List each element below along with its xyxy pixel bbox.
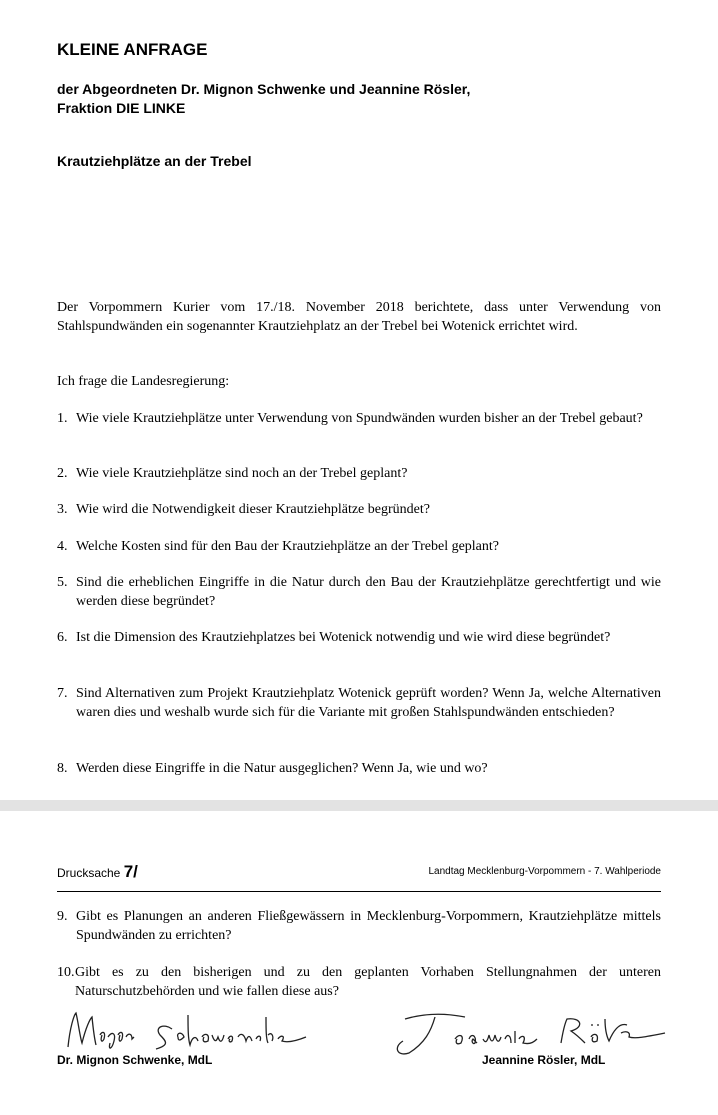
drucksache-label <box>57 862 138 882</box>
question-text: Wie wird die Notwendigkeit dieser Krautziehplätze begründet? <box>76 502 430 517</box>
question-number: 7. <box>57 686 68 701</box>
question-number: 5. <box>57 575 68 590</box>
signatory-name: Jeannine Rösler, MdL <box>482 1053 606 1067</box>
question-text: Wie viele Krautziehplätze sind noch an der Trebel geplant? <box>76 466 408 481</box>
question-text: Gibt es zu den bisherigen und zu den geplanten Vorhaben Stellungnahmen der unteren Naturschutzbehörden und wie fallen diese aus? <box>75 965 661 999</box>
question-item <box>57 500 661 519</box>
question-number: 6. <box>57 630 68 645</box>
question-item <box>57 628 661 647</box>
page-separator <box>0 800 718 811</box>
question-text: Sind die erheblichen Eingriffe in die Natur durch den Bau der Krautziehplätze gerechtfertigt und wie werden diese begründet? <box>76 575 661 609</box>
drucksache-text: Drucksache <box>57 866 121 880</box>
question-text: Welche Kosten sind für den Bau der Krautziehplätze an der Trebel geplant? <box>76 539 500 554</box>
document-title: KLEINE ANFRAGE <box>57 40 208 59</box>
question-number: 1. <box>57 411 68 426</box>
question-number: 4. <box>57 539 68 554</box>
question-text: Ist die Dimension des Krautziehplatzes bei Wotenick notwendig und wie wird diese begründet? <box>76 630 611 645</box>
question-item <box>57 409 661 428</box>
question-item <box>57 464 661 483</box>
question-text: Wie viele Krautziehplätze unter Verwendung von Spundwänden wurden bisher an der Trebel gebaut? <box>76 411 643 426</box>
question-number: 10. <box>57 965 75 980</box>
intro-paragraph: Der Vorpommern Kurier vom 17./18. November 2018 berichtete, dass unter Verwendung von Stahlspundwänden ein sogenannter Krautziehplatz an der Trebel bei Wotenick errichtet wird. <box>57 300 661 334</box>
signatory-name: Dr. Mignon Schwenke, MdL <box>57 1053 213 1067</box>
request-line: Ich frage die Landesregierung: <box>57 374 230 389</box>
drucksache-number: 7/ <box>123 862 138 881</box>
question-item <box>57 759 661 778</box>
question-item <box>57 907 661 945</box>
authors <box>57 80 470 118</box>
question-text: Sind Alternativen zum Projekt Krautziehplatz Wotenick geprüft worden? Wenn Ja, welche Alternativen waren dies und weshalb wurde sich für die Variante mit großen Stahlspundwänden entschieden? <box>76 686 661 720</box>
signature-schwenke <box>60 1007 320 1057</box>
authors-line-2: Fraktion DIE LINKE <box>57 100 186 116</box>
question-item <box>57 573 661 611</box>
landtag-label: Landtag Mecklenburg-Vorpommern - 7. Wahlperiode <box>428 866 661 877</box>
question-item <box>57 537 661 556</box>
subject-heading: Krautziehplätze an der Trebel <box>57 153 252 169</box>
question-item <box>57 684 661 722</box>
question-number: 8. <box>57 761 68 776</box>
document-page-2 <box>0 811 718 1115</box>
question-text: Werden diese Eingriffe in die Natur ausgeglichen? Wenn Ja, wie und wo? <box>76 761 488 776</box>
authors-line-1: der Abgeordneten Dr. Mignon Schwenke und Jeannine Rösler, <box>57 81 471 97</box>
question-number: 9. <box>57 909 68 924</box>
question-number: 2. <box>57 466 68 481</box>
header-rule <box>57 891 661 892</box>
question-text: Gibt es Planungen an anderen Fließgewässern in Mecklenburg-Vorpommern, Krautziehplätze mittels Spundwänden zu errichten? <box>76 909 661 943</box>
question-item <box>57 963 661 1001</box>
question-number: 3. <box>57 502 68 517</box>
